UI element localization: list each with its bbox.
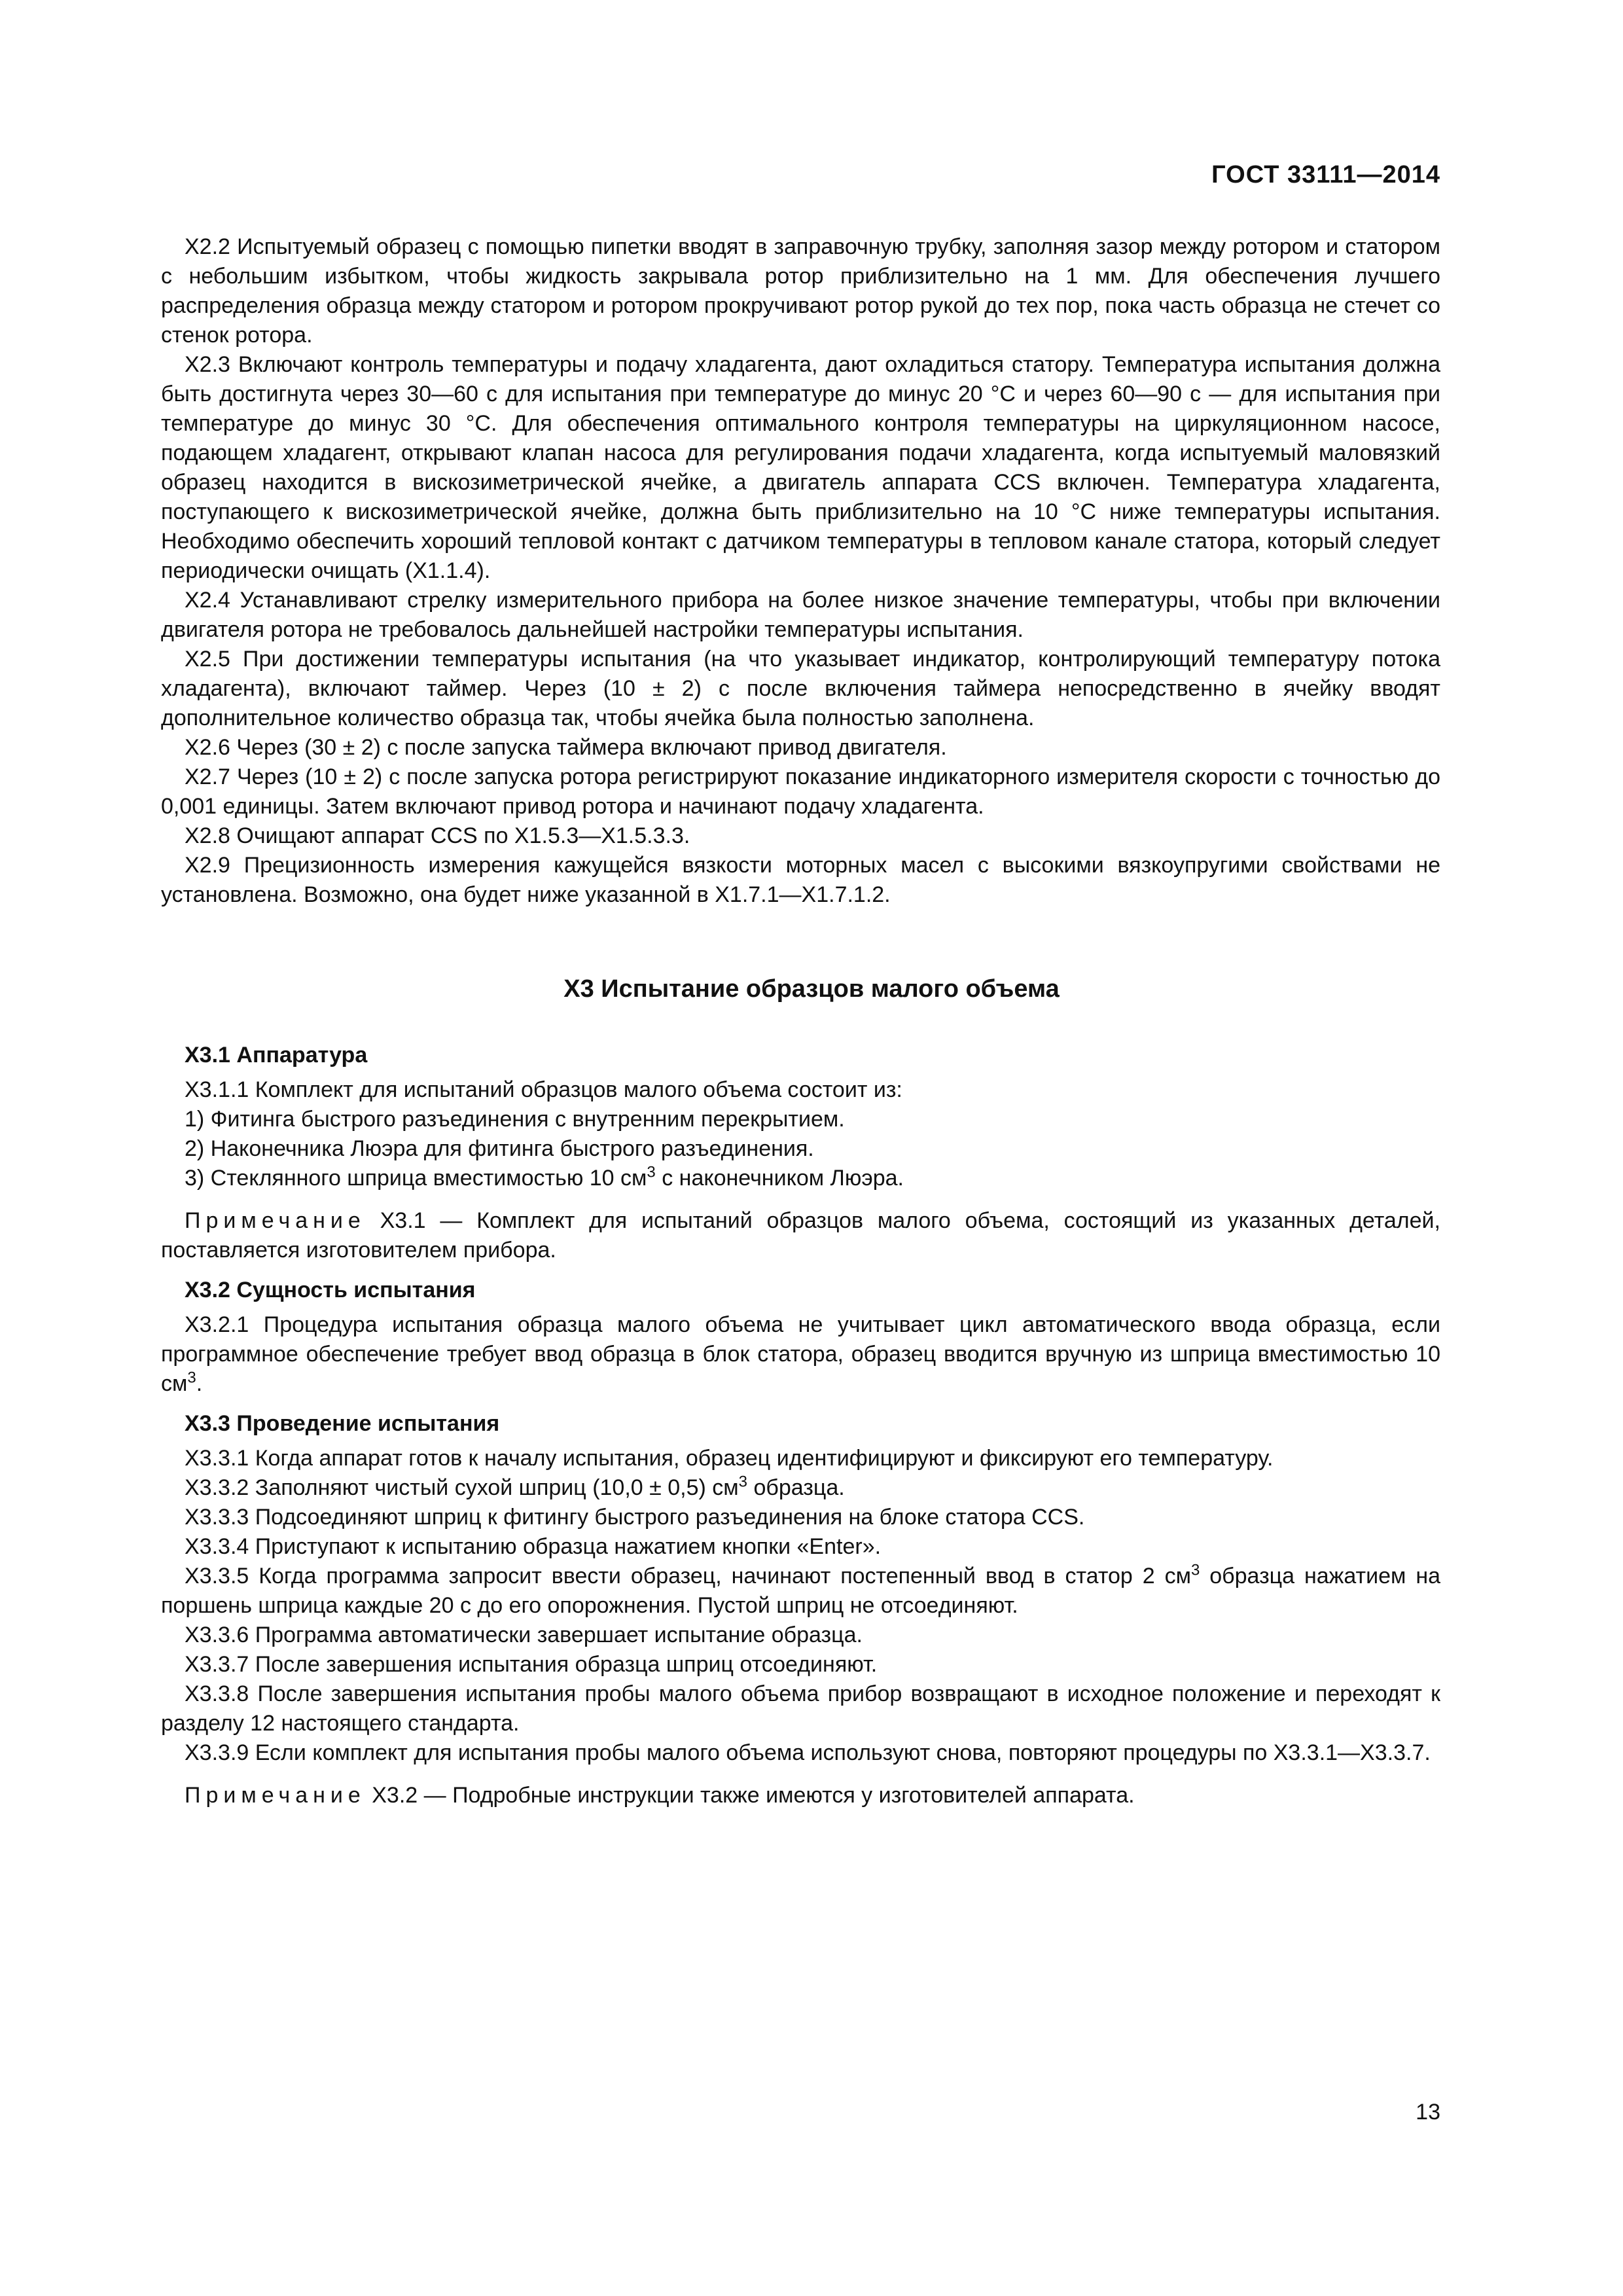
note-x3-2: Примечание X3.2 — Подробные инструкции также имеются у изготовителей аппарата. xyxy=(185,1783,1135,1808)
paragraph-x2-3: X2.3 Включают контроль температуры и подачу хладагента, дают охладиться статору. Температура испытания должна быть достигнута через 30—60 с для испытания при температуре до минус 20 °С и через 60—90 с — для испытания при температуре до минус 30 °С. Для обеспечения оптимального контроля температуры на циркуляционном насосе, подающем хладагент, открывают клапан насоса для регулирования подачи хладагента, когда испытуемый маловязкий образец находится в вискозиметрической ячейке, а двигатель аппарата CCS включен. Температура хладагента, поступающего к вискозиметрической ячейке, должна быть приблизительно на 10 °С ниже температуры испытания. Необходимо обеспечить хороший тепловой контакт с датчиком температуры в тепловом канале статора, который следует периодически очищать (X1.1.4). xyxy=(161,352,1440,583)
paragraph-x3-3-3: X3.3.3 Подсоединяют шприц к фитингу быстрого разъединения на блоке статора CCS. xyxy=(185,1505,1085,1530)
paragraph-x2-5: X2.5 При достижении температуры испытания (на что указывает индикатор, контролирующий температуру потока хладагента), включают таймер. Через (10 ± 2) с после включения таймера непосредственно в ячейку вводят дополнительное количество образца так, чтобы ячейка была полностью заполнена. xyxy=(161,647,1440,730)
note-label: Примечание xyxy=(185,1783,366,1808)
note-x3-1: Примечание X3.1 — Комплект для испытаний образцов малого объема, состоящий из указанных деталей, поставляется изготовителем прибора. xyxy=(161,1208,1440,1263)
paragraph-x3-2-1: X3.2.1 Процедура испытания образца малого объема не учитывает цикл автоматического ввода образца, если программное обеспечение требует ввод образца в блок статора, образец вводится вручную из шприца вместимостью 10 $см^3$. xyxy=(161,1312,1440,1396)
paragraph-x2-7: X2.7 Через (10 ± 2) с после запуска ротора регистрируют показание индикаторного измерителя скорости с точностью до 0,001 единицы. Затем включают привод ротора и начинают подачу хладагента. xyxy=(161,764,1440,819)
paragraph-x3-3-2: X3.3.2 Заполняют чистый сухой шприц (10,0 ± 0,5) $см^3$ образца. xyxy=(185,1473,845,1500)
paragraph-x2-9: X2.9 Прецизионность измерения кажущейся вязкости моторных масел с высокими вязкоупругими свойствами не установлена. Возможно, она будет ниже указанной в X1.7.1—X1.7.1.2. xyxy=(161,853,1440,907)
page-number: 13 xyxy=(1416,2100,1440,2125)
paragraph-x3-3-9: X3.3.9 Если комплект для испытания пробы малого объема используют снова, повторяют процедуры по X3.3.1—X3.3.7. xyxy=(185,1740,1431,1765)
paragraph-x3-3-5: X3.3.5 Когда программа запросит ввести образец, начинают постепенный ввод в статор 2 $см^3$ образца нажатием на поршень шприца каждые 20 с до его опорожнения. Пустой шприц не отсоединяют. xyxy=(161,1561,1440,1618)
list-item: 3) Стеклянного шприца вместимостью 10 $см^3$ с наконечником Люэра. xyxy=(185,1163,904,1191)
paragraph-x3-3-7: X3.3.7 После завершения испытания образца шприц отсоединяют. xyxy=(185,1652,878,1677)
paragraph-x2-2: X2.2 Испытуемый образец с помощью пипетки вводят в заправочную трубку, заполняя зазор между ротором и статором с небольшим избытком, чтобы жидкость закрывала ротор приблизительно на 1 мм. Для обеспечения лучшего распределения образца между статором и ротором прокручивают ротор рукой до тех пор, пока часть образца не стечет со стенок ротора. xyxy=(161,234,1440,348)
section-x3-title: X3 Испытание образцов малого объема xyxy=(563,975,1060,1003)
standard-designation: ГОСТ 33111—2014 xyxy=(1211,161,1440,188)
list-item: 1) Фитинга быстрого разъединения с внутренним перекрытием. xyxy=(185,1107,845,1132)
note-label: Примечание xyxy=(185,1208,366,1233)
paragraph-x3-1-1: X3.1.1 Комплект для испытаний образцов малого объема состоит из: xyxy=(185,1077,902,1102)
section-x2-body xyxy=(161,232,1440,910)
paragraph-x3-3-8: X3.3.8 После завершения испытания пробы малого объема прибор возвращают в исходное положение и переходят к разделу 12 настоящего стандарта. xyxy=(161,1681,1440,1736)
list-item: 2) Наконечника Люэра для фитинга быстрого разъединения. xyxy=(185,1136,814,1161)
paragraph-x3-3-1: X3.3.1 Когда аппарат готов к началу испытания, образец идентифицируют и фиксируют его температуру. xyxy=(185,1446,1274,1471)
paragraph-x3-3-6: X3.3.6 Программа автоматически завершает испытание образца. xyxy=(185,1623,863,1647)
section-x3-body xyxy=(161,1041,1440,1810)
paragraph-x2-4: X2.4 Устанавливают стрелку измерительного прибора на более низкое значение температуры, чтобы при включении двигателя ротора не требовалось дальнейшей настройки температуры испытания. xyxy=(161,588,1440,642)
paragraph-x2-6: X2.6 Через (30 ± 2) с после запуска таймера включают привод двигателя. xyxy=(185,735,947,760)
paragraph-x3-3-4: X3.3.4 Приступают к испытанию образца нажатием кнопки «Enter». xyxy=(185,1534,882,1559)
paragraph-x2-8: X2.8 Очищают аппарат CCS по X1.5.3—X1.5.3.3. xyxy=(185,823,690,848)
subsection-x3-1-title: X3.1 Аппаратура xyxy=(185,1043,368,1067)
subsection-x3-3-title: X3.3 Проведение испытания xyxy=(185,1411,500,1436)
subsection-x3-2-title: X3.2 Сущность испытания xyxy=(185,1278,476,1302)
